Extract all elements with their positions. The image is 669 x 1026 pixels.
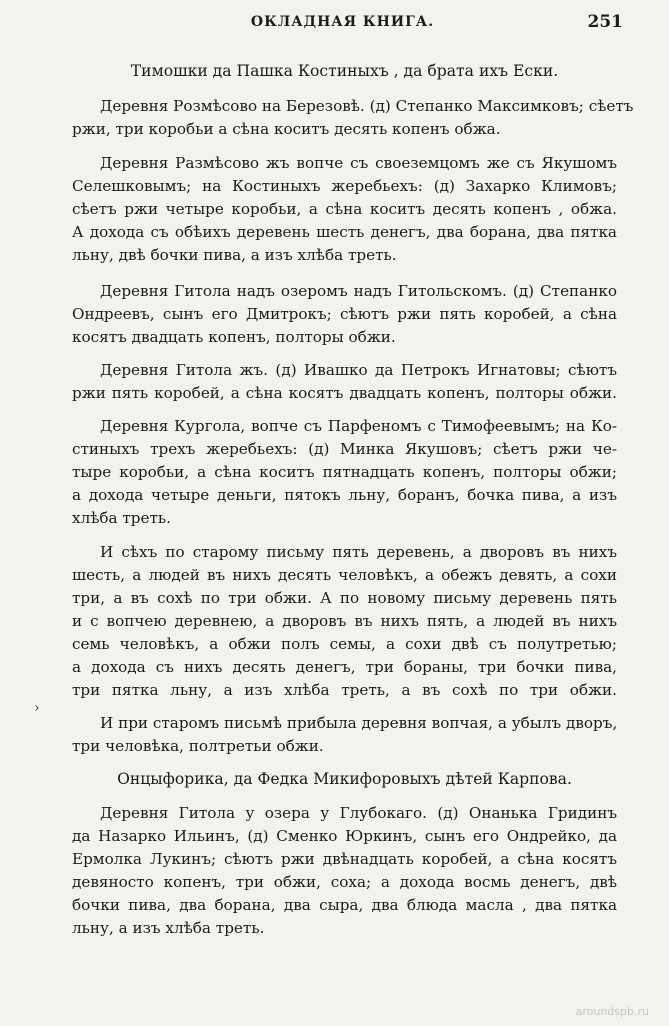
paragraph — [72, 359, 617, 405]
text-line: Селешковымъ; на Костиныхъ жеребьехъ: (д) Захарко Климовъ; — [72, 177, 617, 195]
text-line: ржи, три коробьи а сѣна коситъ десять копенъ обжа. — [72, 120, 501, 138]
text-line: Ондреевъ, сынъ его Дмитрокъ; сѣютъ ржи пять коробей, а сѣна — [72, 305, 617, 323]
paragraph — [72, 541, 617, 702]
text-line: А дохода съ обѣихъ деревень шесть денегъ, два борана, два пятка — [72, 223, 617, 241]
text-line: стиныхъ трехъ жеребьехъ: (д) Минка Якушовъ; сѣетъ ржи че- — [72, 440, 617, 458]
text-line: хлѣба треть. — [72, 509, 172, 527]
running-head — [62, 14, 623, 40]
text-line: да Назарко Ильинъ, (д) Сменко Юркинъ, сынъ его Ондрейко, да — [72, 827, 617, 845]
watermark: aroundspb.ru — [575, 1005, 649, 1018]
text-line: сѣетъ ржи четыре коробьи, а сѣна коситъ десять копенъ , обжа. — [72, 200, 617, 218]
text-line: льну, двѣ бочки пива, а изъ хлѣба треть. — [72, 246, 397, 264]
text-line: шесть, а людей въ нихъ десять человѣкъ, а обежъ девять, а сохи — [72, 566, 617, 584]
page-number: 251 — [587, 12, 623, 32]
heading-line: Онцыфорика, да Федка Микифоровыхъ дѣтей Карпова. — [117, 770, 572, 788]
text-line: косятъ двадцать копенъ, полторы обжи. — [72, 328, 396, 346]
text-line: Деревня Кургола, вопче съ Парфеномъ с Тимофеевымъ; на Ко- — [100, 417, 617, 435]
text-line: три, а въ сохѣ по три обжи. А по новому письму деревень пять — [72, 589, 617, 607]
heading-line: Тимошки да Пашка Костиныхъ , да брата ихъ Ески. — [130, 62, 559, 80]
text-line: Деревня Гитола надъ озеромъ надъ Гитольскомъ. (д) Степанко — [100, 282, 617, 300]
running-head-title: ОКЛАДНАЯ КНИГА. — [250, 14, 435, 30]
text-line: и с вопчею деревнею, а дворовъ въ нихъ пять, а людей въ нихъ — [72, 612, 617, 630]
text-line: Деревня Гитола у озера у Глубокаго. (д) Онанька Гридинъ — [100, 804, 617, 822]
text-line: Ермолка Лукинъ; сѣютъ ржи двѣнадцать коробей, а сѣна косятъ — [72, 850, 617, 868]
text-line: три человѣка, полтретьи обжи. — [72, 737, 324, 755]
text-line: И сѣхъ по старому письму пять деревень, а дворовъ въ нихъ — [100, 543, 617, 561]
text-line: Деревня Розмѣсово на Березовѣ. (д) Степанко Максимковъ; сѣетъ — [100, 97, 634, 115]
text-line: а дохода съ нихъ десять денегъ, три бораны, три бочки пива, — [72, 658, 617, 676]
paragraph — [72, 280, 617, 349]
text-line: семь человѣкъ, а обжи полъ семы, а сохи двѣ съ полутретью; — [72, 635, 617, 653]
text-line: И при старомъ письмѣ прибыла деревня вопчая, а убылъ дворъ, — [100, 714, 618, 732]
text-line: Деревня Размѣсово жъ вопче съ своеземцомъ же съ Якушомъ — [100, 154, 617, 172]
text-line: Деревня Гитола жъ. (д) Ивашко да Петрокъ Игнатовы; сѣютъ — [100, 361, 617, 379]
margin-mark: › — [34, 700, 40, 716]
text-line: а дохода четыре деньги, пятокъ льну, боранъ, бочка пива, а изъ — [72, 486, 617, 504]
section-heading — [72, 60, 617, 83]
paragraph — [72, 95, 634, 141]
text-line: ржи пять коробей, а сѣна косятъ двадцать копенъ, полторы обжи. — [72, 384, 617, 402]
text-line: тыре коробьи, а сѣна коситъ пятнадцать копенъ, полторы обжи; — [72, 463, 617, 481]
paragraph — [72, 802, 617, 940]
paragraph — [72, 415, 617, 530]
text-line: три пятка льну, а изъ хлѣба треть, а въ сохѣ по три обжи. — [72, 681, 617, 699]
text-line: льну, а изъ хлѣба треть. — [72, 919, 265, 937]
paragraph — [72, 712, 617, 758]
text-line: девяносто копенъ, три обжи, соха; а дохода восмь денегъ, двѣ — [72, 873, 617, 891]
text-line: бочки пива, два борана, два сыра, два блюда масла , два пятка — [72, 896, 617, 914]
paragraph — [72, 152, 617, 267]
section-heading — [72, 768, 617, 791]
